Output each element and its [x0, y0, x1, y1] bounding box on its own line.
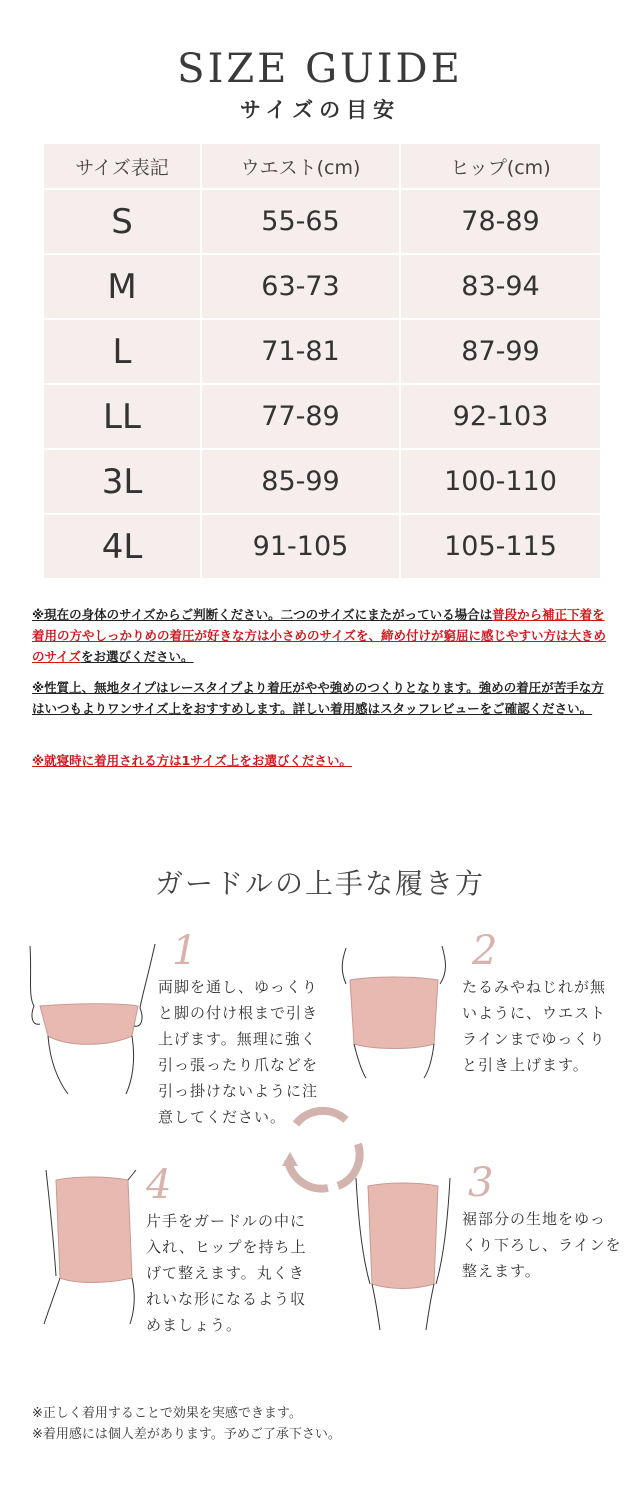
- step1-text: 両脚を通し、ゆっくり と脚の付け根まで引き 上げます。無理に強く 引っ張ったり爪などを 引っ掛けないように注 意してください。: [158, 978, 319, 1126]
- waist-cell: 85-99: [201, 449, 400, 514]
- hip-cell: 100-110: [400, 449, 600, 514]
- table-header-row: [44, 144, 600, 189]
- step3-number: 3: [468, 1160, 494, 1206]
- footer-note-effect: ※正しく着用することで効果を実感できます。: [32, 1406, 302, 1421]
- step3-text: 裾部分の生地をゆっ くり下ろし、ラインを 整えます。: [462, 1210, 622, 1280]
- header-size: サイズ表記: [44, 144, 201, 189]
- size-cell: L: [44, 319, 201, 384]
- waist-cell: 77-89: [201, 384, 400, 449]
- page-title: SIZE GUIDE: [177, 46, 463, 92]
- table-row: [44, 254, 600, 319]
- header-waist: ウエスト(cm): [201, 144, 400, 189]
- step2-illustration: [334, 940, 454, 1080]
- note-compression: [32, 677, 610, 719]
- hip-cell: 105-115: [444, 531, 557, 562]
- waist-cell: 91-105: [201, 514, 400, 578]
- step2-text: たるみやねじれが無 いように、ウエスト ラインまでゆっくり と引き上げます。: [462, 978, 607, 1074]
- hip-cell: 78-89: [400, 189, 600, 254]
- note-highlight: 普段から補正下着を着用の方やしっかりめの着圧が好きな方は小さめのサイズを、締め付けが窮屈に感じやすい方は大きめのサイズ: [32, 607, 607, 664]
- table-row: [44, 384, 600, 449]
- step3-illustration: [348, 1176, 458, 1332]
- hip-cell: 87-99: [400, 319, 600, 384]
- howto-title: ガードルの上手な履き方: [154, 867, 485, 900]
- waist-cell: 71-81: [201, 319, 400, 384]
- step1-number: 1: [172, 928, 198, 974]
- footer-note-fit: ※着用感には個人差があります。予めご了承下さい。: [32, 1427, 341, 1442]
- step4-illustration: [36, 1166, 146, 1326]
- step4-text: 片手をガードルの中に 入れ、ヒップを持ち上 げて整えます。丸くき れいな形になるよう収 めましょう。: [146, 1212, 307, 1334]
- table-row: [44, 319, 600, 384]
- step2-number: 2: [472, 928, 498, 974]
- page-subtitle: サイズの目安: [239, 98, 401, 122]
- step1-illustration: [20, 936, 170, 1096]
- header-hip: ヒップ(cm): [400, 144, 600, 189]
- note-text: ※現在の身体のサイズからご判断ください。二つのサイズにまたがっている場合は: [32, 607, 493, 622]
- note-text: ※性質上、無地タイプはレースタイプより着圧がやや強めのつくりとなります。強めの着圧が苦手な方はいつもよりワンサイズ上をおすすめします。詳しい着用感はスタッフレビューをご確認ください。: [32, 680, 604, 716]
- size-table: [44, 144, 600, 578]
- table-row: [44, 514, 600, 578]
- note-sleep: [32, 750, 610, 771]
- size-cell: LL: [44, 384, 201, 449]
- hip-cell: 92-103: [400, 384, 600, 449]
- note-highlight: ※就寝時に着用される方は1サイズ上をお選びください。: [32, 753, 352, 768]
- size-cell: S: [44, 189, 201, 254]
- note-text: をお選びください。: [81, 649, 194, 664]
- size-cell: 3L: [44, 449, 201, 514]
- size-cell: 4L: [44, 514, 201, 578]
- note-size-choice: [32, 604, 610, 667]
- hip-cell: 83-94: [400, 254, 600, 319]
- size-cell: M: [44, 254, 201, 319]
- waist-cell: 63-73: [201, 254, 400, 319]
- table-row: [44, 189, 600, 254]
- waist-cell: 55-65: [201, 189, 400, 254]
- table-row: [44, 449, 600, 514]
- step4-number: 4: [146, 1162, 172, 1208]
